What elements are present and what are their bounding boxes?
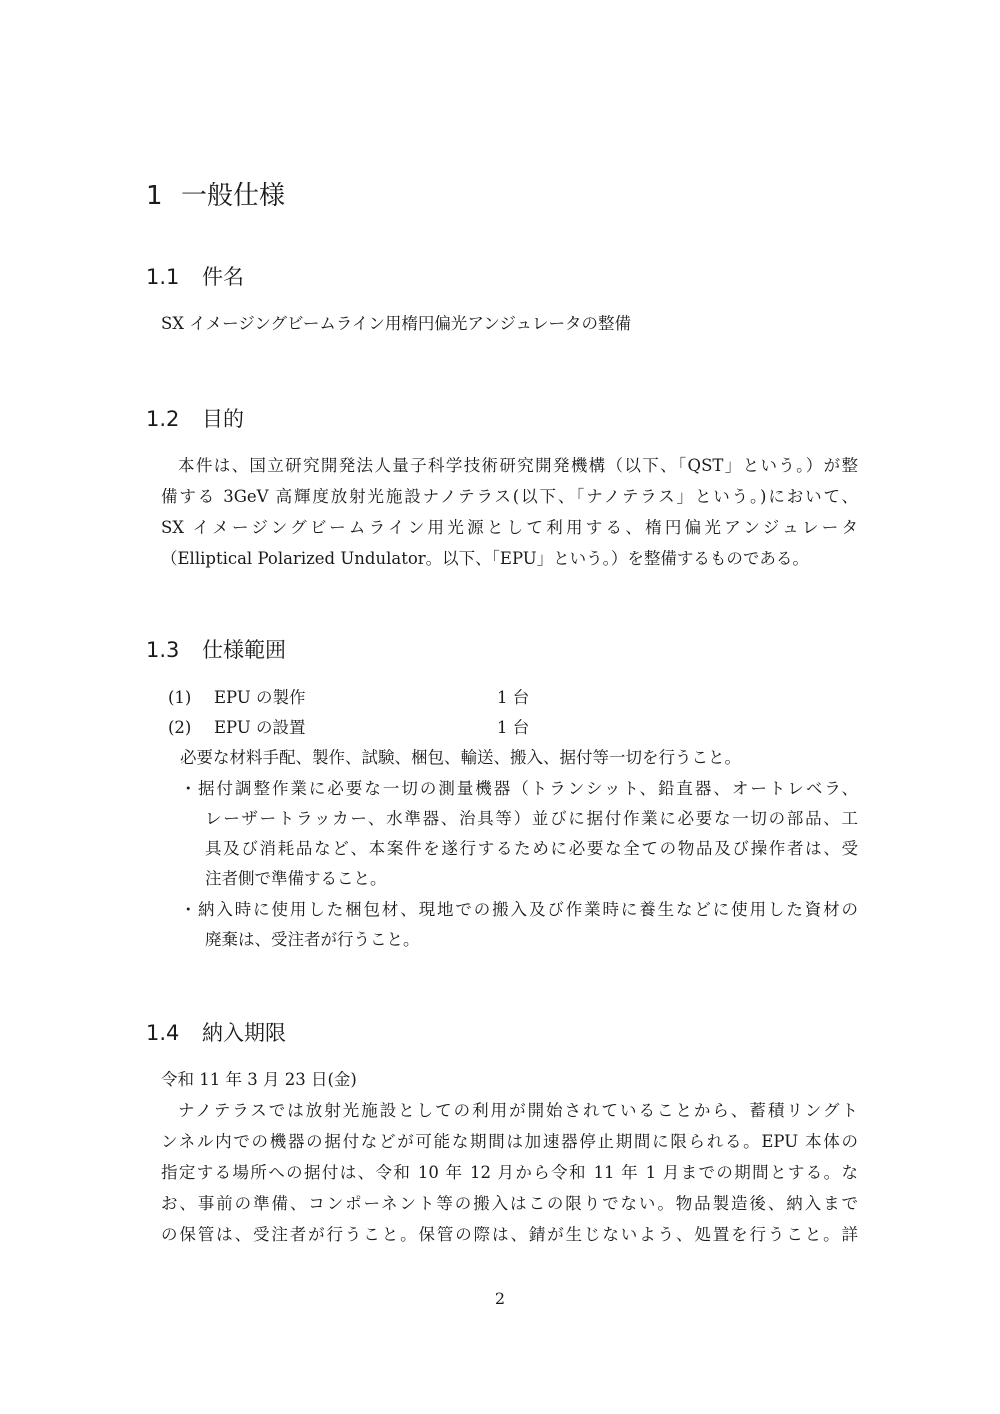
scope-item-name: EPU の製作	[214, 688, 306, 707]
subsection-title: 件名	[202, 265, 244, 289]
scope-item-quantity: 1 台	[497, 688, 530, 707]
subsection-title: 納入期限	[202, 1021, 286, 1045]
scope-item-name: EPU の設置	[214, 718, 306, 737]
bullet-line: レーザートラッカー、水準器、治具等）並びに据付作業に必要な一切の部品、工	[205, 809, 858, 828]
delivery-date: 令和 11 年 3 月 23 日(金)	[161, 1070, 357, 1089]
delivery-line: ナノテラスでは放射光施設としての利用が開始されていることから、蓄積リングト	[178, 1101, 858, 1120]
bullet-line: 納入時に使用した梱包材、現地での搬入及び作業時に養生などに使用した資材の	[198, 900, 858, 919]
scope-item-quantity: 1 台	[497, 718, 530, 737]
bullet-mark: ・	[180, 900, 197, 919]
bullet-line: 具及び消耗品など、本案件を遂行するために必要な全ての物品及び操作者は、受	[205, 839, 858, 858]
purpose-line: SX イメージングビームライン用光源として利用する、楕円偏光アンジュレータ	[161, 518, 858, 537]
subsection-title: 目的	[202, 407, 244, 431]
subsection-heading-1-2	[146, 404, 244, 434]
section-number: 1	[146, 181, 163, 211]
project-name-text: SX イメージングビームライン用楕円偏光アンジュレータの整備	[161, 314, 631, 333]
purpose-line: （Elliptical Polarized Undulator。以下、「EPU」という。）を整備するものである。	[161, 549, 809, 568]
scope-item-number: (2)	[168, 718, 192, 737]
subsection-number: 1.1	[146, 265, 180, 289]
section-heading-1	[146, 178, 285, 214]
bullet-line: 据付調整作業に必要な一切の測量機器（トランシット、鉛直器、オートレベラ、	[198, 779, 858, 798]
subsection-heading-1-1	[146, 262, 244, 292]
purpose-line: 本件は、国立研究開発法人量子科学技術研究開発機構（以下、「QST」という。）が整	[178, 456, 858, 475]
purpose-line: 備する 3GeV 高輝度放射光施設ナノテラス(以下、「ナノテラス」という。)において、	[161, 487, 858, 506]
delivery-line: ンネル内での機器の据付などが可能な期間は加速器停止期間に限られる。EPU 本体の	[161, 1132, 858, 1151]
delivery-line: 指定する場所への据付は、令和 10 年 12 月から令和 11 年 1 月までの期間とする。な	[161, 1163, 858, 1182]
bullet-line: 廃棄は、受注者が行うこと。	[205, 930, 420, 949]
bullet-line: 注者側で準備すること。	[205, 869, 387, 888]
subsection-number: 1.2	[146, 407, 180, 431]
delivery-line: お、事前の準備、コンポーネント等の搬入はこの限りでない。物品製造後、納入まで	[161, 1194, 858, 1213]
subsection-title: 仕様範囲	[202, 638, 286, 662]
subsection-heading-1-3	[146, 635, 286, 665]
subsection-number: 1.4	[146, 1021, 180, 1045]
subsection-number: 1.3	[146, 638, 180, 662]
subsection-heading-1-4	[146, 1018, 286, 1048]
delivery-line: の保管は、受注者が行うこと。保管の際は、錆が生じないよう、処置を行うこと。詳	[161, 1225, 858, 1244]
section-title: 一般仕様	[181, 181, 286, 211]
page-number: 2	[494, 1289, 506, 1308]
scope-intro-text: 必要な材料手配、製作、試験、梱包、輸送、搬入、据付等一切を行うこと。	[180, 748, 741, 767]
scope-item-number: (1)	[168, 688, 192, 707]
bullet-mark: ・	[180, 779, 197, 798]
